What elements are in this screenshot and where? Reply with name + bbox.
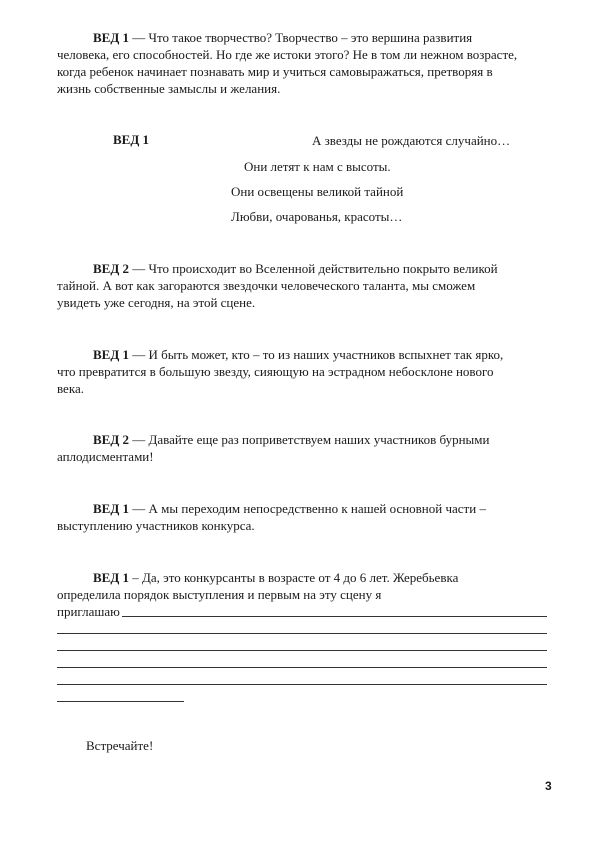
paragraph-intro	[57, 29, 547, 97]
poem-line: Любви, очарованья, красоты…	[231, 209, 403, 224]
paragraph-contestants	[57, 569, 547, 620]
line-text: жизнь собственные замыслы и желания.	[57, 81, 281, 96]
speaker-label: ВЕД 1	[93, 501, 130, 516]
paragraph-star	[57, 346, 547, 397]
speaker-label: ВЕД 1	[93, 347, 130, 362]
poem-line: А звезды не рождаются случайно…	[312, 133, 511, 148]
line-text: — Что происходит во Вселенной действительно покрыто великой	[129, 261, 498, 276]
speaker-label: ВЕД 1	[93, 30, 130, 45]
speaker-label: ВЕД 2	[93, 432, 130, 447]
paragraph-main-part	[57, 500, 547, 534]
speaker-label: ВЕД 1	[93, 570, 130, 585]
fill-in-line[interactable]	[57, 684, 547, 685]
paragraph-first-line	[57, 500, 547, 517]
page-number: 3	[545, 779, 552, 793]
line-text: – Да, это конкурсанты в возрасте от 4 до 6 лет. Жеребьевка	[129, 570, 459, 585]
line-text: аплодисментами!	[57, 449, 154, 464]
line-text: когда ребенок начинает познавать мир и учиться самовыражаться, претворяя в	[57, 64, 493, 79]
line-text: века.	[57, 381, 84, 396]
line-text: определила порядок выступления и первым на эту сцену я	[57, 587, 382, 602]
line-text: что превратится в большую звезду, сияющую на эстрадном небосклоне нового	[57, 364, 494, 379]
line-text: выступлению участников конкурса.	[57, 518, 255, 533]
paragraph-first-line	[57, 431, 547, 448]
line-text: — И быть может, кто – то из наших участников вспыхнет так ярко,	[129, 347, 504, 362]
closing-text: Встречайте!	[86, 738, 154, 753]
fill-in-line[interactable]	[57, 650, 547, 651]
line-text: — Что такое творчество? Творчество – это вершина развития	[129, 30, 473, 45]
line-text: тайной. А вот как загораются звездочки человеческого таланта, мы сможем	[57, 278, 476, 293]
line-text: приглашаю	[57, 604, 120, 619]
poem-line: Они освещены великой тайной	[231, 184, 404, 199]
line-text: увидеть уже сегодня, на этой сцене.	[57, 295, 256, 310]
line-text: человека, его способностей. Но где же истоки этого? Не в том ли нежном возрасте,	[57, 47, 518, 62]
line-text: — А мы переходим непосредственно к нашей основной части –	[129, 501, 486, 516]
poem-line: Они летят к нам с высоты.	[244, 159, 391, 174]
line-text: — Давайте еще раз поприветствуем наших участников бурными	[129, 432, 490, 447]
fill-in-line[interactable]	[57, 701, 184, 702]
paragraph-universe	[57, 260, 547, 311]
paragraph-applause	[57, 431, 547, 465]
fill-in-line[interactable]	[122, 616, 547, 617]
poem-speaker-label: ВЕД 1	[113, 132, 150, 147]
paragraph-first-line	[57, 569, 547, 586]
paragraph-first-line	[57, 346, 547, 363]
fill-in-line[interactable]	[57, 633, 547, 634]
speaker-label: ВЕД 2	[93, 261, 130, 276]
fill-in-line[interactable]	[57, 667, 547, 668]
paragraph-first-line	[57, 29, 547, 46]
paragraph-first-line	[57, 260, 547, 277]
